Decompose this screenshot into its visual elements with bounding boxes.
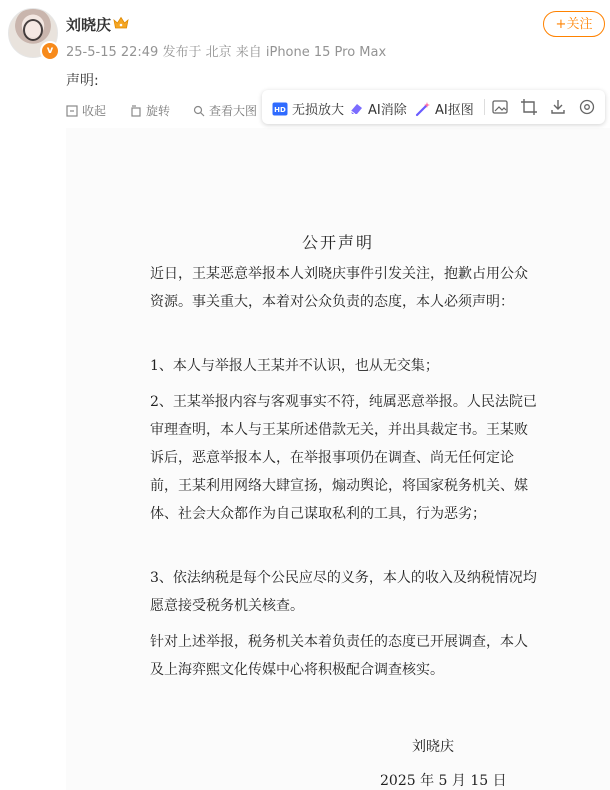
settings-icon[interactable] xyxy=(578,98,596,116)
statement-paragraph-1: 近日，王某恶意举报本人刘晓庆事件引发关注，抱歉占用公众资源。事关重大，本着对公众负责的态度，本人必须声明： xyxy=(150,266,528,310)
view-large-button[interactable] xyxy=(193,102,257,119)
svg-text:HD: HD xyxy=(274,105,286,114)
statement-paragraph-3: 2、王某举报内容与客观事实不符，纯属恶意举报。人民法院已审理查明，本人与王某所述借款无关，并出具裁定书。王某败诉后，恶意举报本人，在举报事项仍在调查、尚无任何定论前，王某利用网络大肆宣扬，煽动舆论，将国家税务机关、媒体、社会大众都作为自己谋取私利的工具，行为恶劣； xyxy=(150,394,537,522)
collapse-label: 收起 xyxy=(82,104,107,118)
rotate-icon xyxy=(130,105,142,117)
post-text: 声明: xyxy=(66,73,99,89)
rotate-button[interactable] xyxy=(130,102,170,119)
magnifier-icon xyxy=(193,105,205,117)
hd-icon xyxy=(272,101,288,117)
ai-erase-label: AI消除 xyxy=(368,103,407,118)
view-large-label: 查看大图 xyxy=(209,104,258,118)
download-icon[interactable] xyxy=(549,98,567,116)
ai-cutout-label: AI抠图 xyxy=(435,103,474,118)
ai-cutout-button[interactable] xyxy=(415,99,474,118)
crop-icon[interactable] xyxy=(520,98,538,116)
statement-paragraph-5: 针对上述举报，税务机关本着负责任的态度已开展调查，本人及上海弈熙文化传媒中心将积极配合调查核实。 xyxy=(150,634,528,678)
post-meta: 25-5-15 22:49 发布于 北京 来自 iPhone 15 Pro Max xyxy=(66,45,387,60)
collapse-button[interactable] xyxy=(66,102,106,119)
image-edit-icon[interactable] xyxy=(491,98,509,116)
toolbar-divider xyxy=(484,99,485,115)
statement-title: 公开声明 xyxy=(301,233,374,252)
statement-signature: 刘晓庆 xyxy=(412,739,454,755)
ai-erase-button[interactable] xyxy=(348,99,407,118)
statement-date: 2025 年 5 月 15 日 xyxy=(380,773,507,789)
wand-icon xyxy=(415,101,431,117)
lossless-zoom-label: 无损放大 xyxy=(292,103,345,118)
lossless-zoom-button[interactable] xyxy=(272,99,344,118)
crown-icon xyxy=(113,16,129,30)
statement-image[interactable] xyxy=(66,128,610,790)
follow-button[interactable]: +关注 xyxy=(543,11,605,37)
avatar-photo xyxy=(23,19,43,41)
statement-paragraph-2: 1、本人与举报人王某并不认识，也从无交集； xyxy=(150,358,439,374)
rotate-label: 旋转 xyxy=(146,104,171,118)
eraser-icon xyxy=(348,101,364,117)
verified-badge: v xyxy=(40,41,60,61)
username[interactable]: 刘晓庆 xyxy=(66,16,112,34)
statement-paragraph-4: 3、依法纳税是每个公民应尽的义务，本人的收入及纳税情况均愿意接受税务机关核查。 xyxy=(150,570,537,614)
ai-toolbar xyxy=(262,90,605,124)
collapse-icon xyxy=(66,105,78,117)
